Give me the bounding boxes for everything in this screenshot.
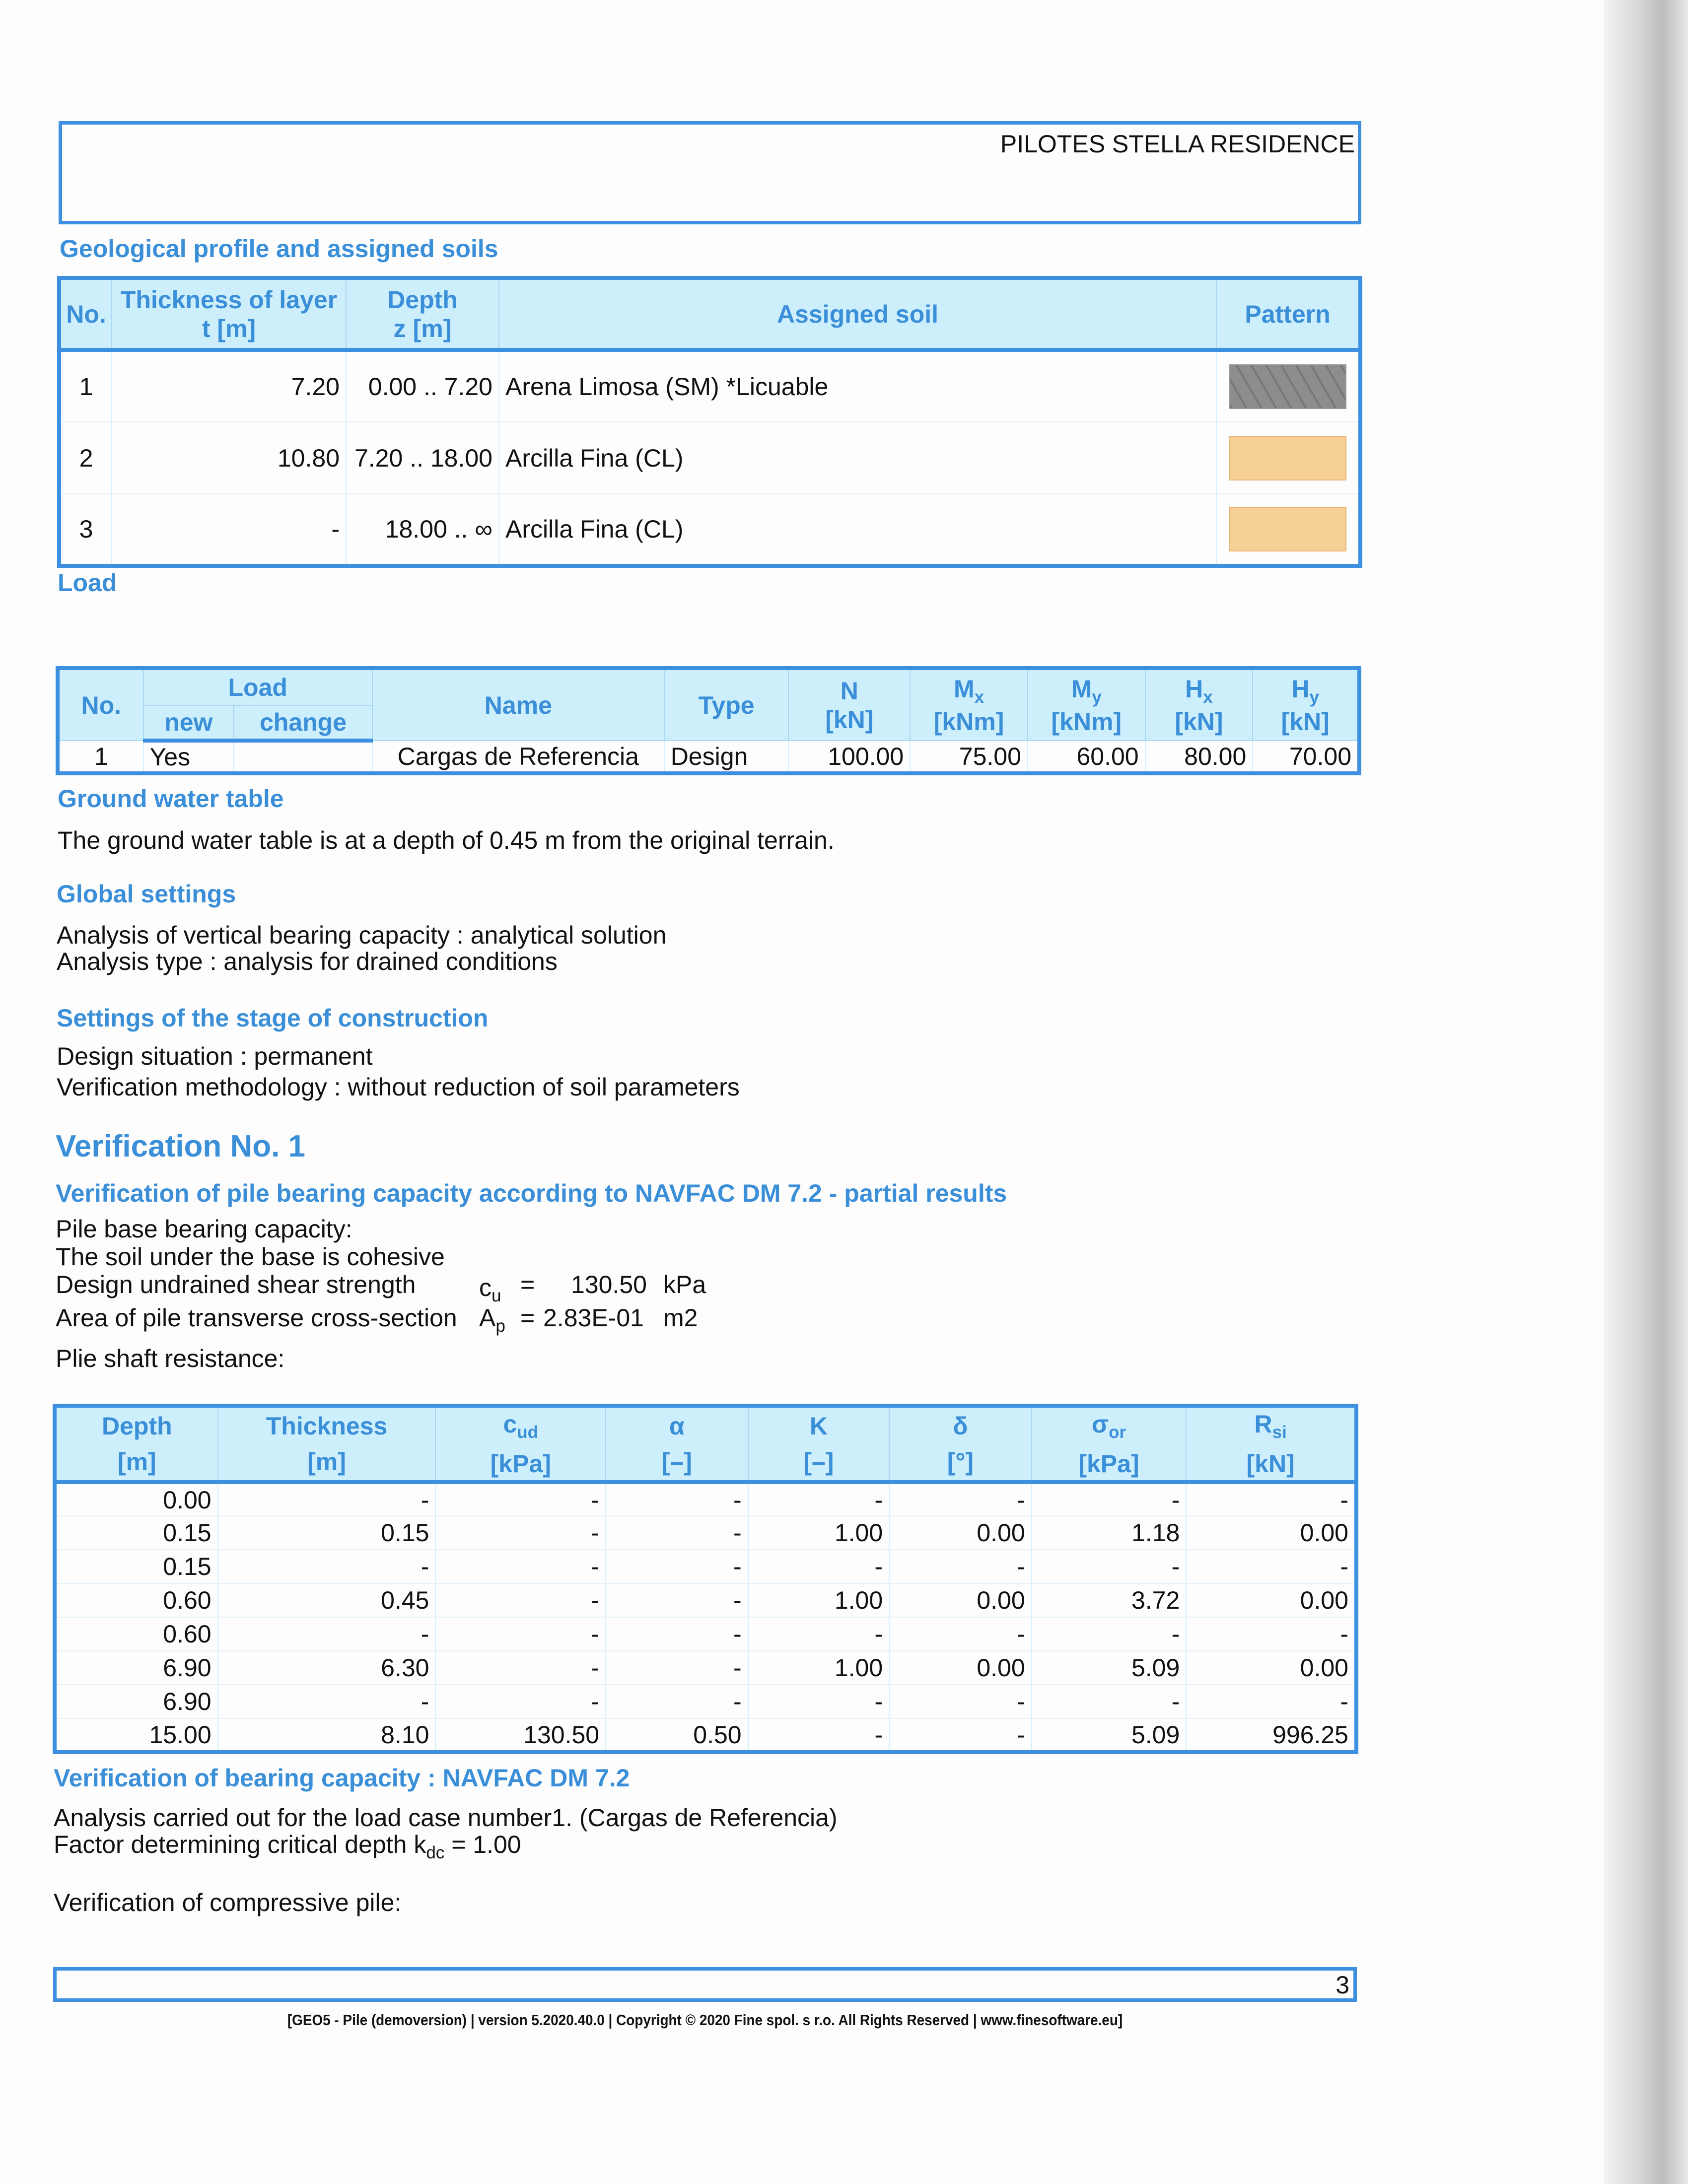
- col-depth: [346, 278, 499, 350]
- table-cell: 0.00: [889, 1583, 1032, 1617]
- table-cell: 0.00: [55, 1482, 218, 1516]
- cell-mx: 75.00: [910, 741, 1028, 773]
- table-cell: 5.09: [1032, 1651, 1187, 1685]
- table-cell: 0.15: [55, 1550, 218, 1583]
- table-cell: 0.00: [1186, 1583, 1356, 1617]
- cell-my: 60.00: [1028, 741, 1145, 773]
- table-row: [59, 350, 1360, 422]
- table-cell: -: [435, 1516, 606, 1550]
- shear-strength-symbol: $c_u$: [479, 1274, 501, 1305]
- table-cell: -: [1186, 1685, 1356, 1718]
- cell-type: Design: [664, 741, 789, 773]
- table-cell: 8.10: [218, 1718, 436, 1752]
- footer-box: [53, 1967, 1357, 2002]
- cell-soil: Arena Limosa (SM) *Licuable: [499, 350, 1216, 422]
- hy-sub: y: [1309, 687, 1319, 707]
- copyright: [GEO5 - Pile (demoversion) | version 5.2020.40.0 | Copyright © 2020 Fine spol. s r.o. All Rights Reserved | www.finesoftware.eu]: [287, 2011, 1123, 2029]
- table-cell: 0.60: [55, 1617, 218, 1651]
- table-row: [55, 1482, 1356, 1516]
- cell-no: 1: [58, 741, 143, 773]
- col-header: [218, 1406, 436, 1482]
- area-eq: =: [520, 1304, 535, 1332]
- table-cell: -: [218, 1685, 436, 1718]
- shear-strength-label: Design undrained shear strength: [56, 1271, 416, 1298]
- cell-name: Cargas de Referencia: [372, 741, 664, 773]
- col-header: [889, 1406, 1032, 1482]
- cell-z: 18.00 .. ∞: [346, 494, 499, 566]
- cell-t: -: [112, 494, 346, 566]
- table-cell: -: [435, 1651, 606, 1685]
- project-title: PILOTES STELLA RESIDENCE: [1000, 130, 1355, 158]
- table-cell: -: [1032, 1617, 1187, 1651]
- table-cell: -: [889, 1482, 1032, 1516]
- cell-soil: Arcilla Fina (CL): [499, 494, 1216, 566]
- table-row: [55, 1718, 1356, 1752]
- table-row: [55, 1617, 1356, 1651]
- cell-change: [234, 741, 372, 773]
- col-soil: Assigned soil: [499, 278, 1216, 350]
- global-line2: Analysis type : analysis for drained conditions: [57, 948, 558, 975]
- verification-title: Verification No. 1: [56, 1129, 306, 1163]
- n-unit: [kN]: [825, 705, 874, 734]
- stage-line2: Verification methodology : without reduction of soil parameters: [57, 1073, 740, 1101]
- table-cell: -: [1032, 1685, 1187, 1718]
- table-cell: -: [748, 1482, 890, 1516]
- col-hy: [1253, 668, 1359, 741]
- cell-soil: Arcilla Fina (CL): [499, 422, 1216, 494]
- stage-line1: Design situation : permanent: [57, 1042, 373, 1070]
- table-cell: -: [606, 1685, 748, 1718]
- col-name: Name: [372, 668, 664, 741]
- table-cell: -: [1032, 1482, 1187, 1516]
- col-pattern: Pattern: [1216, 278, 1360, 350]
- cell-t: 10.80: [112, 422, 346, 494]
- table-cell: -: [218, 1550, 436, 1583]
- col-type: Type: [664, 668, 789, 741]
- table-cell: 15.00: [55, 1718, 218, 1752]
- bearing-line2: Factor determining critical depth $k_{dc} = 1.00$: [54, 1831, 521, 1862]
- shear-strength-value: 130.50: [571, 1271, 647, 1298]
- hy-label: H: [1291, 675, 1310, 703]
- cohesive-text: The soil under the base is cohesive: [56, 1243, 445, 1271]
- table-row: [58, 741, 1359, 773]
- table-cell: -: [606, 1550, 748, 1583]
- table-cell: 0.00: [1186, 1651, 1356, 1685]
- table-cell: 0.15: [218, 1516, 436, 1550]
- col-change: change: [234, 705, 372, 741]
- global-line1: Analysis of vertical bearing capacity : analytical solution: [57, 921, 667, 949]
- col-unit: [m]: [117, 1448, 156, 1476]
- area-unit: m2: [663, 1304, 698, 1332]
- compressive-pile-label: Verification of compressive pile:: [54, 1889, 402, 1916]
- table-cell: -: [889, 1685, 1032, 1718]
- col-unit: [kN]: [1246, 1450, 1295, 1478]
- col-label: R: [1254, 1410, 1272, 1438]
- col-hx: [1145, 668, 1253, 741]
- table-cell: 6.90: [55, 1685, 218, 1718]
- col-header: [1186, 1406, 1356, 1482]
- table-row: [55, 1583, 1356, 1617]
- cell-no: 3: [59, 494, 112, 566]
- cell-t: 7.20: [112, 350, 346, 422]
- table-cell: -: [889, 1718, 1032, 1752]
- col-sub: or: [1109, 1423, 1126, 1442]
- hy-unit: [kN]: [1281, 707, 1330, 736]
- col-unit: [–]: [661, 1448, 692, 1476]
- col-header: [606, 1406, 748, 1482]
- table-cell: 130.50: [435, 1718, 606, 1752]
- verification-subheading: Verification of pile bearing capacity according to NAVFAC DM 7.2 - partial results: [56, 1179, 1007, 1207]
- table-cell: -: [218, 1617, 436, 1651]
- table-row: [59, 422, 1360, 494]
- base-capacity-label: Pile base bearing capacity:: [56, 1215, 352, 1243]
- col-label: Depth: [101, 1412, 172, 1440]
- soil-pattern-swatch: [1229, 436, 1346, 480]
- table-cell: -: [889, 1617, 1032, 1651]
- table-cell: -: [435, 1550, 606, 1583]
- col-header: [435, 1406, 606, 1482]
- bearing-heading: Verification of bearing capacity : NAVFAC DM 7.2: [54, 1764, 630, 1792]
- col-unit: [m]: [307, 1448, 346, 1476]
- col-sub: ud: [517, 1423, 539, 1442]
- cell-pattern: [1216, 494, 1360, 566]
- col-my: [1028, 668, 1145, 741]
- table-cell: -: [1186, 1617, 1356, 1651]
- shaft-table: [53, 1404, 1358, 1754]
- table-cell: -: [1186, 1482, 1356, 1516]
- col-label: σ: [1091, 1410, 1109, 1438]
- mx-label: M: [953, 675, 975, 703]
- col-label: δ: [953, 1412, 968, 1440]
- table-cell: 3.72: [1032, 1583, 1187, 1617]
- col-unit: [–]: [803, 1448, 834, 1476]
- table-row: [55, 1550, 1356, 1583]
- table-cell: -: [218, 1482, 436, 1516]
- hx-unit: [kN]: [1175, 707, 1223, 736]
- gwt-text: The ground water table is at a depth of 0.45 m from the original terrain.: [58, 826, 835, 854]
- geo-heading: Geological profile and assigned soils: [60, 235, 498, 263]
- table-row: [59, 494, 1360, 566]
- table-cell: -: [889, 1550, 1032, 1583]
- table-cell: 0.15: [55, 1516, 218, 1550]
- my-label: M: [1071, 675, 1092, 703]
- cell-new: Yes: [143, 741, 234, 773]
- bearing-line1: Analysis carried out for the load case number1. (Cargas de Referencia): [54, 1804, 838, 1832]
- table-row: [55, 1685, 1356, 1718]
- table-cell: 1.00: [748, 1516, 890, 1550]
- my-sub: y: [1092, 687, 1102, 707]
- table-cell: 1.00: [748, 1583, 890, 1617]
- table-cell: 996.25: [1186, 1718, 1356, 1752]
- col-label: c: [503, 1410, 517, 1438]
- col-label: K: [809, 1412, 828, 1440]
- table-cell: 0.50: [606, 1718, 748, 1752]
- shear-eq: =: [520, 1271, 535, 1298]
- col-load: Load: [143, 668, 372, 705]
- col-header: [748, 1406, 890, 1482]
- col-new: new: [143, 705, 234, 741]
- area-label: Area of pile transverse cross-section: [56, 1304, 457, 1332]
- my-unit: [kNm]: [1051, 707, 1122, 736]
- mx-sub: x: [974, 687, 985, 707]
- col-no: No.: [59, 278, 112, 350]
- cell-pattern: [1216, 350, 1360, 422]
- table-cell: -: [748, 1617, 890, 1651]
- load-table: [56, 666, 1361, 775]
- table-row: [55, 1651, 1356, 1685]
- cell-pattern: [1216, 422, 1360, 494]
- load-heading: Load: [58, 569, 117, 597]
- soil-pattern-swatch: [1229, 364, 1346, 409]
- n-label: N: [840, 677, 858, 705]
- header-box: [59, 121, 1361, 224]
- col-unit: [kPa]: [1078, 1450, 1139, 1478]
- table-cell: 0.60: [55, 1583, 218, 1617]
- table-cell: 0.00: [1186, 1516, 1356, 1550]
- cell-z: 7.20 .. 18.00: [346, 422, 499, 494]
- table-cell: -: [606, 1583, 748, 1617]
- table-cell: -: [606, 1516, 748, 1550]
- table-cell: 0.00: [889, 1651, 1032, 1685]
- area-symbol: $A_p$: [479, 1304, 505, 1336]
- page-number: 3: [1336, 1971, 1349, 1999]
- col-label: Thickness: [266, 1412, 388, 1440]
- shear-strength-unit: kPa: [663, 1271, 706, 1298]
- shaft-resistance-label: Plie shaft resistance:: [56, 1345, 285, 1372]
- table-cell: 5.09: [1032, 1718, 1187, 1752]
- cell-hy: 70.00: [1253, 741, 1359, 773]
- stage-heading: Settings of the stage of construction: [57, 1004, 489, 1032]
- table-cell: 6.90: [55, 1651, 218, 1685]
- table-cell: -: [1032, 1550, 1187, 1583]
- table-cell: -: [606, 1651, 748, 1685]
- table-cell: 1.18: [1032, 1516, 1187, 1550]
- table-cell: 6.30: [218, 1651, 436, 1685]
- table-cell: -: [748, 1550, 890, 1583]
- table-cell: -: [435, 1482, 606, 1516]
- table-cell: 0.00: [889, 1516, 1032, 1550]
- table-cell: 1.00: [748, 1651, 890, 1685]
- global-heading: Global settings: [57, 880, 236, 908]
- col-label: α: [669, 1412, 685, 1440]
- col-no: No.: [58, 668, 143, 741]
- soil-pattern-swatch: [1229, 507, 1346, 551]
- table-cell: -: [606, 1482, 748, 1516]
- table-cell: -: [435, 1617, 606, 1651]
- col-mx: [910, 668, 1028, 741]
- cell-no: 2: [59, 422, 112, 494]
- table-cell: -: [606, 1617, 748, 1651]
- table-cell: -: [435, 1583, 606, 1617]
- cell-z: 0.00 .. 7.20: [346, 350, 499, 422]
- col-header: [1032, 1406, 1187, 1482]
- col-unit: [°]: [947, 1448, 974, 1476]
- mx-unit: [kNm]: [933, 707, 1004, 736]
- hx-sub: x: [1203, 687, 1213, 707]
- scan-edge: [1604, 0, 1688, 2184]
- col-depth-label: Depth: [387, 285, 458, 314]
- col-depth-unit: z [m]: [393, 314, 452, 342]
- col-thickness-unit: t [m]: [202, 314, 256, 342]
- col-thickness-label: Thickness of layer: [120, 285, 338, 314]
- cell-hx: 80.00: [1145, 741, 1253, 773]
- col-unit: [kPa]: [490, 1450, 551, 1478]
- col-n: [788, 668, 910, 741]
- table-cell: -: [748, 1718, 890, 1752]
- hx-label: H: [1185, 675, 1203, 703]
- table-cell: 0.45: [218, 1583, 436, 1617]
- col-sub: si: [1272, 1423, 1287, 1442]
- col-header: [55, 1406, 218, 1482]
- area-value: 2.83E-01: [543, 1304, 644, 1332]
- table-cell: -: [435, 1685, 606, 1718]
- table-row: [55, 1516, 1356, 1550]
- cell-no: 1: [59, 350, 112, 422]
- geo-table: [57, 276, 1362, 568]
- gwt-heading: Ground water table: [58, 785, 284, 813]
- table-cell: -: [1186, 1550, 1356, 1583]
- table-cell: -: [748, 1685, 890, 1718]
- cell-n: 100.00: [788, 741, 910, 773]
- col-thickness: [112, 278, 346, 350]
